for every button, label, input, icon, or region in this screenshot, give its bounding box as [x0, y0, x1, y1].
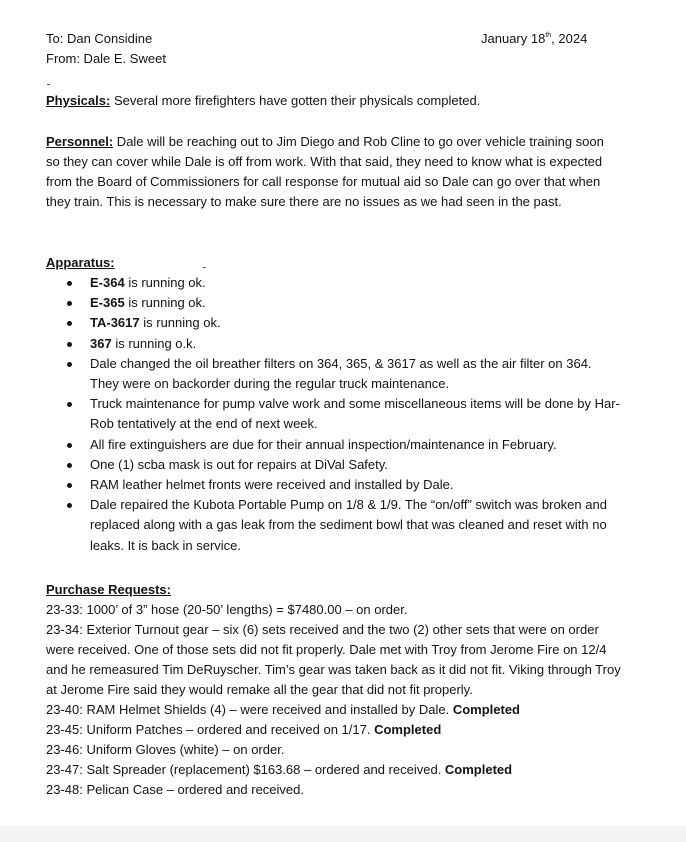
physicals-heading: Physicals: [46, 93, 111, 108]
physicals-section [46, 91, 621, 111]
status-badge: Completed [374, 722, 442, 737]
list-item: RAM leather helmet fronts were received and installed by Dale. [46, 475, 621, 495]
apparatus-heading: Apparatus: [46, 255, 115, 270]
list-item: Dale changed the oil breather filters on 364, 365, & 3617 as well as the air filter on 364. They were on backorder during the regular truck maintenance. [46, 354, 621, 394]
list-item: 23-45: Uniform Patches – ordered and received on 1/17. Completed [46, 722, 442, 737]
list-item: All fire extinguishers are due for their annual inspection/maintenance in February. [46, 435, 621, 455]
list-item: One (1) scba mask is out for repairs at DiVal Safety. [46, 455, 621, 475]
apparatus-list [46, 273, 621, 556]
personnel-section [46, 132, 621, 212]
list-item: E-364 is running ok. [46, 273, 621, 293]
page-bottom-edge [0, 826, 686, 842]
list-item: 23-46: Uniform Gloves (white) – on order. [46, 742, 285, 757]
scan-mark [47, 84, 50, 85]
physicals-text: Several more firefighters have gotten their physicals completed. [110, 93, 481, 108]
apparatus-section [46, 253, 621, 556]
personnel-heading: Personnel: [46, 134, 114, 149]
bullet-icon [67, 463, 72, 468]
list-item: 23-34: Exterior Turnout gear – six (6) sets received and the two (2) other sets that were on order were received. One of those sets did not fit properly. Dale met with Troy from Jerome Fire on 12/4 and he remeasured Tim DeRuyscher. Tim’s gear was taken back as it did not fit. Viking through Troy at Jerome Fire said they would remake all the gear that did not fit properly. [46, 622, 621, 697]
bullet-icon [67, 483, 72, 488]
purchase-requests-section [46, 580, 621, 800]
status-badge: Completed [452, 702, 520, 717]
list-item: 23-48: Pelican Case – ordered and received. [46, 782, 304, 797]
list-item: 23-47: Salt Spreader (replacement) $163.68 – ordered and received. Completed [46, 762, 513, 777]
list-item: E-365 is running ok. [46, 293, 621, 313]
bullet-icon [67, 281, 72, 286]
purchase-requests-heading: Purchase Requests: [46, 582, 171, 597]
from-line: From: Dale E. Sweet [46, 51, 166, 66]
to-line: To: Dan Considine [46, 31, 153, 46]
list-item: 23-40: RAM Helmet Shields (4) – were received and installed by Dale. Completed [46, 702, 520, 717]
bullet-icon [67, 301, 72, 306]
list-item: Dale repaired the Kubota Portable Pump on 1/8 & 1/9. The “on/off” switch was broken and replaced along with a gas leak from the sediment bowl that was cleaned and reset with no leaks. It is back in service. [46, 495, 621, 556]
bullet-icon [67, 503, 72, 508]
bullet-icon [67, 321, 72, 326]
list-item: TA-3617 is running ok. [46, 313, 621, 333]
status-badge: Completed [444, 762, 513, 777]
bullet-icon [67, 342, 72, 347]
personnel-text: Dale will be reaching out to Jim Diego and Rob Cline to go over vehicle training soon so they can cover while Dale is off from work. With that said, they need to know what is expected from the Board of Commissioners for call response for mutual aid so Dale can go over that when they train. This is necessary to make sure there are no issues as we had seen in the past. [46, 134, 604, 209]
list-item: 23-33: 1000’ of 3” hose (20-50’ lengths) = $7480.00 – on order. [46, 602, 408, 617]
list-item: 367 is running o.k. [46, 334, 621, 354]
bullet-icon [67, 362, 72, 367]
bullet-icon [67, 402, 72, 407]
memo-date: January 18th, 2024 [481, 31, 588, 46]
list-item: Truck maintenance for pump valve work and some miscellaneous items will be done by Har-Rob tentatively at the end of next week. [46, 394, 621, 434]
bullet-icon [67, 443, 72, 448]
